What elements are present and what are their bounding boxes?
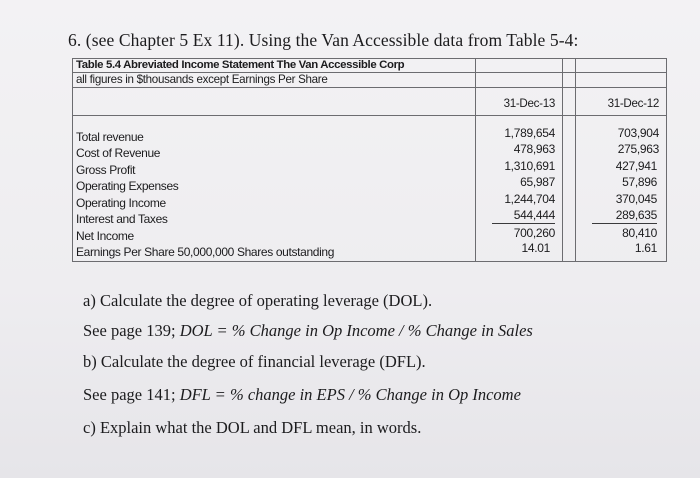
- value-2013-operating-expenses: 65,987: [520, 175, 555, 189]
- value-2012-gross-profit: 427,941: [615, 159, 657, 173]
- dfl-formula: DFL = % change in EPS / % Change in Op Income: [179, 385, 521, 404]
- value-2013-operating-income: 1,244,704: [504, 192, 555, 206]
- question-b-hint-prefix: See page 141;: [83, 385, 180, 404]
- question-c: c) Explain what the DOL and DFL mean, in words.: [83, 418, 422, 437]
- value-2012-eps: 1.61: [634, 241, 657, 255]
- value-2012-operating-income: 370,045: [615, 192, 657, 206]
- value-2012-net-income: 80,410: [622, 226, 657, 240]
- value-2013-cost-of-revenue: 478,963: [513, 142, 555, 156]
- column-header-2012: 31-Dec-12: [607, 97, 659, 110]
- value-2013-total-revenue: 1,789,654: [504, 126, 555, 140]
- value-2012-total-revenue: 703,904: [617, 126, 659, 140]
- row-label-net-income: Net Income: [76, 229, 134, 243]
- table-title: Table 5.4 Abreviated Income Statement The Van Accessible Corp: [76, 59, 405, 71]
- row-label-eps: Earnings Per Share 50,000,000 Shares outstanding: [76, 245, 335, 259]
- question-b-hint: [83, 385, 521, 405]
- value-2012-interest-and-taxes: 289,635: [592, 207, 657, 224]
- value-2012-operating-expenses: 57,896: [622, 175, 657, 189]
- question-a-hint: [83, 321, 533, 341]
- question-heading: 6. (see Chapter 5 Ex 11). Using the Van Accessible data from Table 5-4:: [68, 30, 579, 50]
- dol-formula: DOL = % Change in Op Income / % Change in Sales: [179, 321, 533, 340]
- income-statement-table: [72, 58, 667, 262]
- question-b: b) Calculate the degree of financial leverage (DFL).: [83, 352, 426, 371]
- value-2013-interest-and-taxes: 544,444: [492, 207, 555, 224]
- row-label-operating-income: Operating Income: [76, 196, 166, 210]
- question-a: a) Calculate the degree of operating leverage (DOL).: [83, 291, 433, 310]
- row-label-operating-expenses: Operating Expenses: [76, 179, 179, 193]
- row-label-gross-profit: Gross Profit: [76, 163, 136, 177]
- value-2013-net-income: 700,260: [513, 226, 555, 240]
- table-subtitle: all figures in $thousands except Earnings Per Share: [76, 73, 328, 86]
- row-label-total-revenue: Total revenue: [76, 130, 144, 144]
- row-label-cost-of-revenue: Cost of Revenue: [76, 146, 161, 160]
- value-2013-eps: 14.01: [521, 241, 550, 255]
- row-label-interest-and-taxes: Interest and Taxes: [76, 212, 168, 226]
- question-a-hint-prefix: See page 139;: [83, 321, 180, 340]
- value-2013-gross-profit: 1,310,691: [504, 159, 555, 173]
- value-2012-cost-of-revenue: 275,963: [617, 142, 659, 156]
- column-header-2013: 31-Dec-13: [503, 97, 555, 110]
